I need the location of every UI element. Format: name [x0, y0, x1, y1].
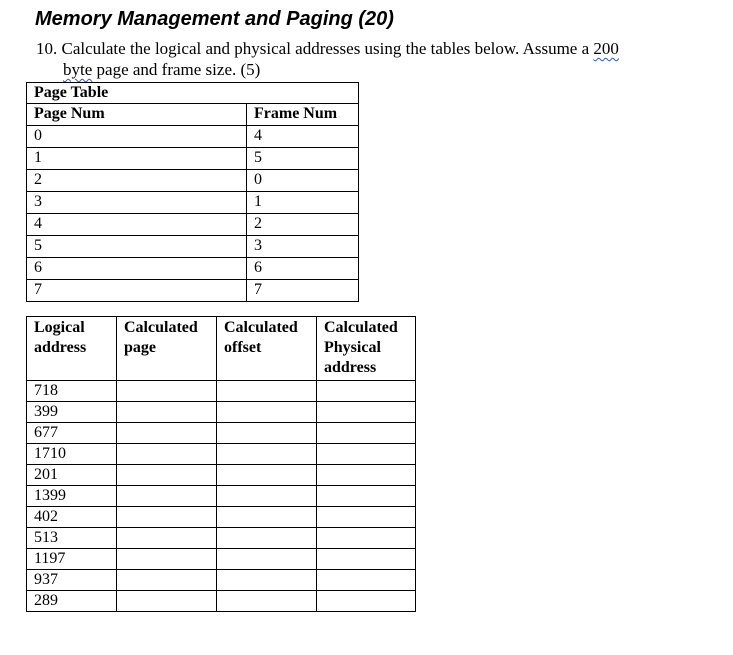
frame-num-cell: 1	[247, 192, 359, 214]
calculated-offset-cell[interactable]	[217, 486, 317, 507]
page-num-cell: 2	[27, 170, 247, 192]
calculated-offset-cell[interactable]	[217, 465, 317, 486]
calculated-offset-cell[interactable]	[217, 549, 317, 570]
frame-num-cell: 2	[247, 214, 359, 236]
logical-address-cell: 1710	[27, 444, 117, 465]
calculated-page-cell[interactable]	[117, 507, 217, 528]
question-line-2	[36, 59, 696, 80]
table-row	[27, 507, 416, 528]
logical-address-cell: 1197	[27, 549, 117, 570]
physical-address-cell[interactable]	[317, 528, 416, 549]
address-calculation-table	[26, 316, 416, 612]
physical-address-cell[interactable]	[317, 381, 416, 402]
physical-address-cell[interactable]	[317, 402, 416, 423]
logical-address-cell: 399	[27, 402, 117, 423]
logical-address-cell: 289	[27, 591, 117, 612]
physical-address-cell[interactable]	[317, 570, 416, 591]
question-line1-text: Calculate the logical and physical addresses using the tables below. Assume a	[61, 39, 590, 58]
address-table-header-row	[27, 317, 416, 381]
frame-num-cell: 7	[247, 280, 359, 302]
physical-address-cell[interactable]	[317, 486, 416, 507]
table-row	[27, 402, 416, 423]
table-row	[27, 570, 416, 591]
physical-address-cell[interactable]	[317, 444, 416, 465]
table-row	[27, 591, 416, 612]
frame-num-cell: 6	[247, 258, 359, 280]
logical-address-cell: 1399	[27, 486, 117, 507]
logical-address-cell: 513	[27, 528, 117, 549]
calculated-page-cell[interactable]	[117, 465, 217, 486]
calculated-page-cell[interactable]	[117, 486, 217, 507]
physical-address-cell[interactable]	[317, 549, 416, 570]
calculated-page-cell[interactable]	[117, 381, 217, 402]
table-row	[27, 486, 416, 507]
table-row	[27, 258, 359, 280]
calculated-offset-cell[interactable]	[217, 570, 317, 591]
table-row	[27, 126, 359, 148]
logical-address-header: Logical address	[27, 317, 117, 381]
calculated-page-header: Calculated page	[117, 317, 217, 381]
physical-address-header: Calculated Physical address	[317, 317, 416, 381]
frame-num-header: Frame Num	[247, 104, 359, 126]
page-table-caption-row	[27, 83, 359, 104]
logical-address-cell: 718	[27, 381, 117, 402]
table-row	[27, 148, 359, 170]
page-num-cell: 5	[27, 236, 247, 258]
page-table-header-row	[27, 104, 359, 126]
calculated-page-cell[interactable]	[117, 423, 217, 444]
calculated-page-cell[interactable]	[117, 402, 217, 423]
calculated-offset-cell[interactable]	[217, 528, 317, 549]
page-num-cell: 7	[27, 280, 247, 302]
table-row	[27, 280, 359, 302]
physical-address-cell[interactable]	[317, 465, 416, 486]
table-row	[27, 549, 416, 570]
table-row	[27, 465, 416, 486]
calculated-page-cell[interactable]	[117, 570, 217, 591]
page-table	[26, 82, 359, 302]
frame-num-cell: 3	[247, 236, 359, 258]
page-num-header: Page Num	[27, 104, 247, 126]
table-row	[27, 192, 359, 214]
table-row	[27, 381, 416, 402]
calculated-offset-cell[interactable]	[217, 444, 317, 465]
calculated-page-cell[interactable]	[117, 591, 217, 612]
logical-address-cell: 937	[27, 570, 117, 591]
physical-address-cell[interactable]	[317, 423, 416, 444]
page-num-cell: 0	[27, 126, 247, 148]
physical-address-cell[interactable]	[317, 591, 416, 612]
calculated-offset-cell[interactable]	[217, 402, 317, 423]
frame-num-cell: 5	[247, 148, 359, 170]
page-num-cell: 6	[27, 258, 247, 280]
table-row	[27, 423, 416, 444]
logical-address-cell: 677	[27, 423, 117, 444]
table-row	[27, 170, 359, 192]
table-row	[27, 214, 359, 236]
frame-num-cell: 4	[247, 126, 359, 148]
table-row	[27, 444, 416, 465]
calculated-offset-header: Calculated offset	[217, 317, 317, 381]
calculated-page-cell[interactable]	[117, 444, 217, 465]
spellcheck-flagged-word[interactable]: byte	[63, 60, 93, 79]
calculated-offset-cell[interactable]	[217, 507, 317, 528]
calculated-page-cell[interactable]	[117, 528, 217, 549]
calculated-offset-cell[interactable]	[217, 381, 317, 402]
page-num-cell: 3	[27, 192, 247, 214]
table-row	[27, 528, 416, 549]
question-number: 10.	[36, 39, 58, 58]
frame-num-cell: 0	[247, 170, 359, 192]
question-line-1	[36, 38, 696, 59]
question-line2-text: page and frame size. (5)	[96, 60, 261, 79]
calculated-offset-cell[interactable]	[217, 423, 317, 444]
section-heading: Memory Management and Paging (20)	[35, 8, 394, 30]
page-num-cell: 1	[27, 148, 247, 170]
spellcheck-flagged-word[interactable]: 200	[593, 39, 619, 58]
logical-address-cell: 201	[27, 465, 117, 486]
page-table-caption: Page Table	[27, 83, 359, 104]
page-num-cell: 4	[27, 214, 247, 236]
table-row	[27, 236, 359, 258]
calculated-offset-cell[interactable]	[217, 591, 317, 612]
logical-address-cell: 402	[27, 507, 117, 528]
physical-address-cell[interactable]	[317, 507, 416, 528]
question-text	[36, 38, 696, 80]
calculated-page-cell[interactable]	[117, 549, 217, 570]
